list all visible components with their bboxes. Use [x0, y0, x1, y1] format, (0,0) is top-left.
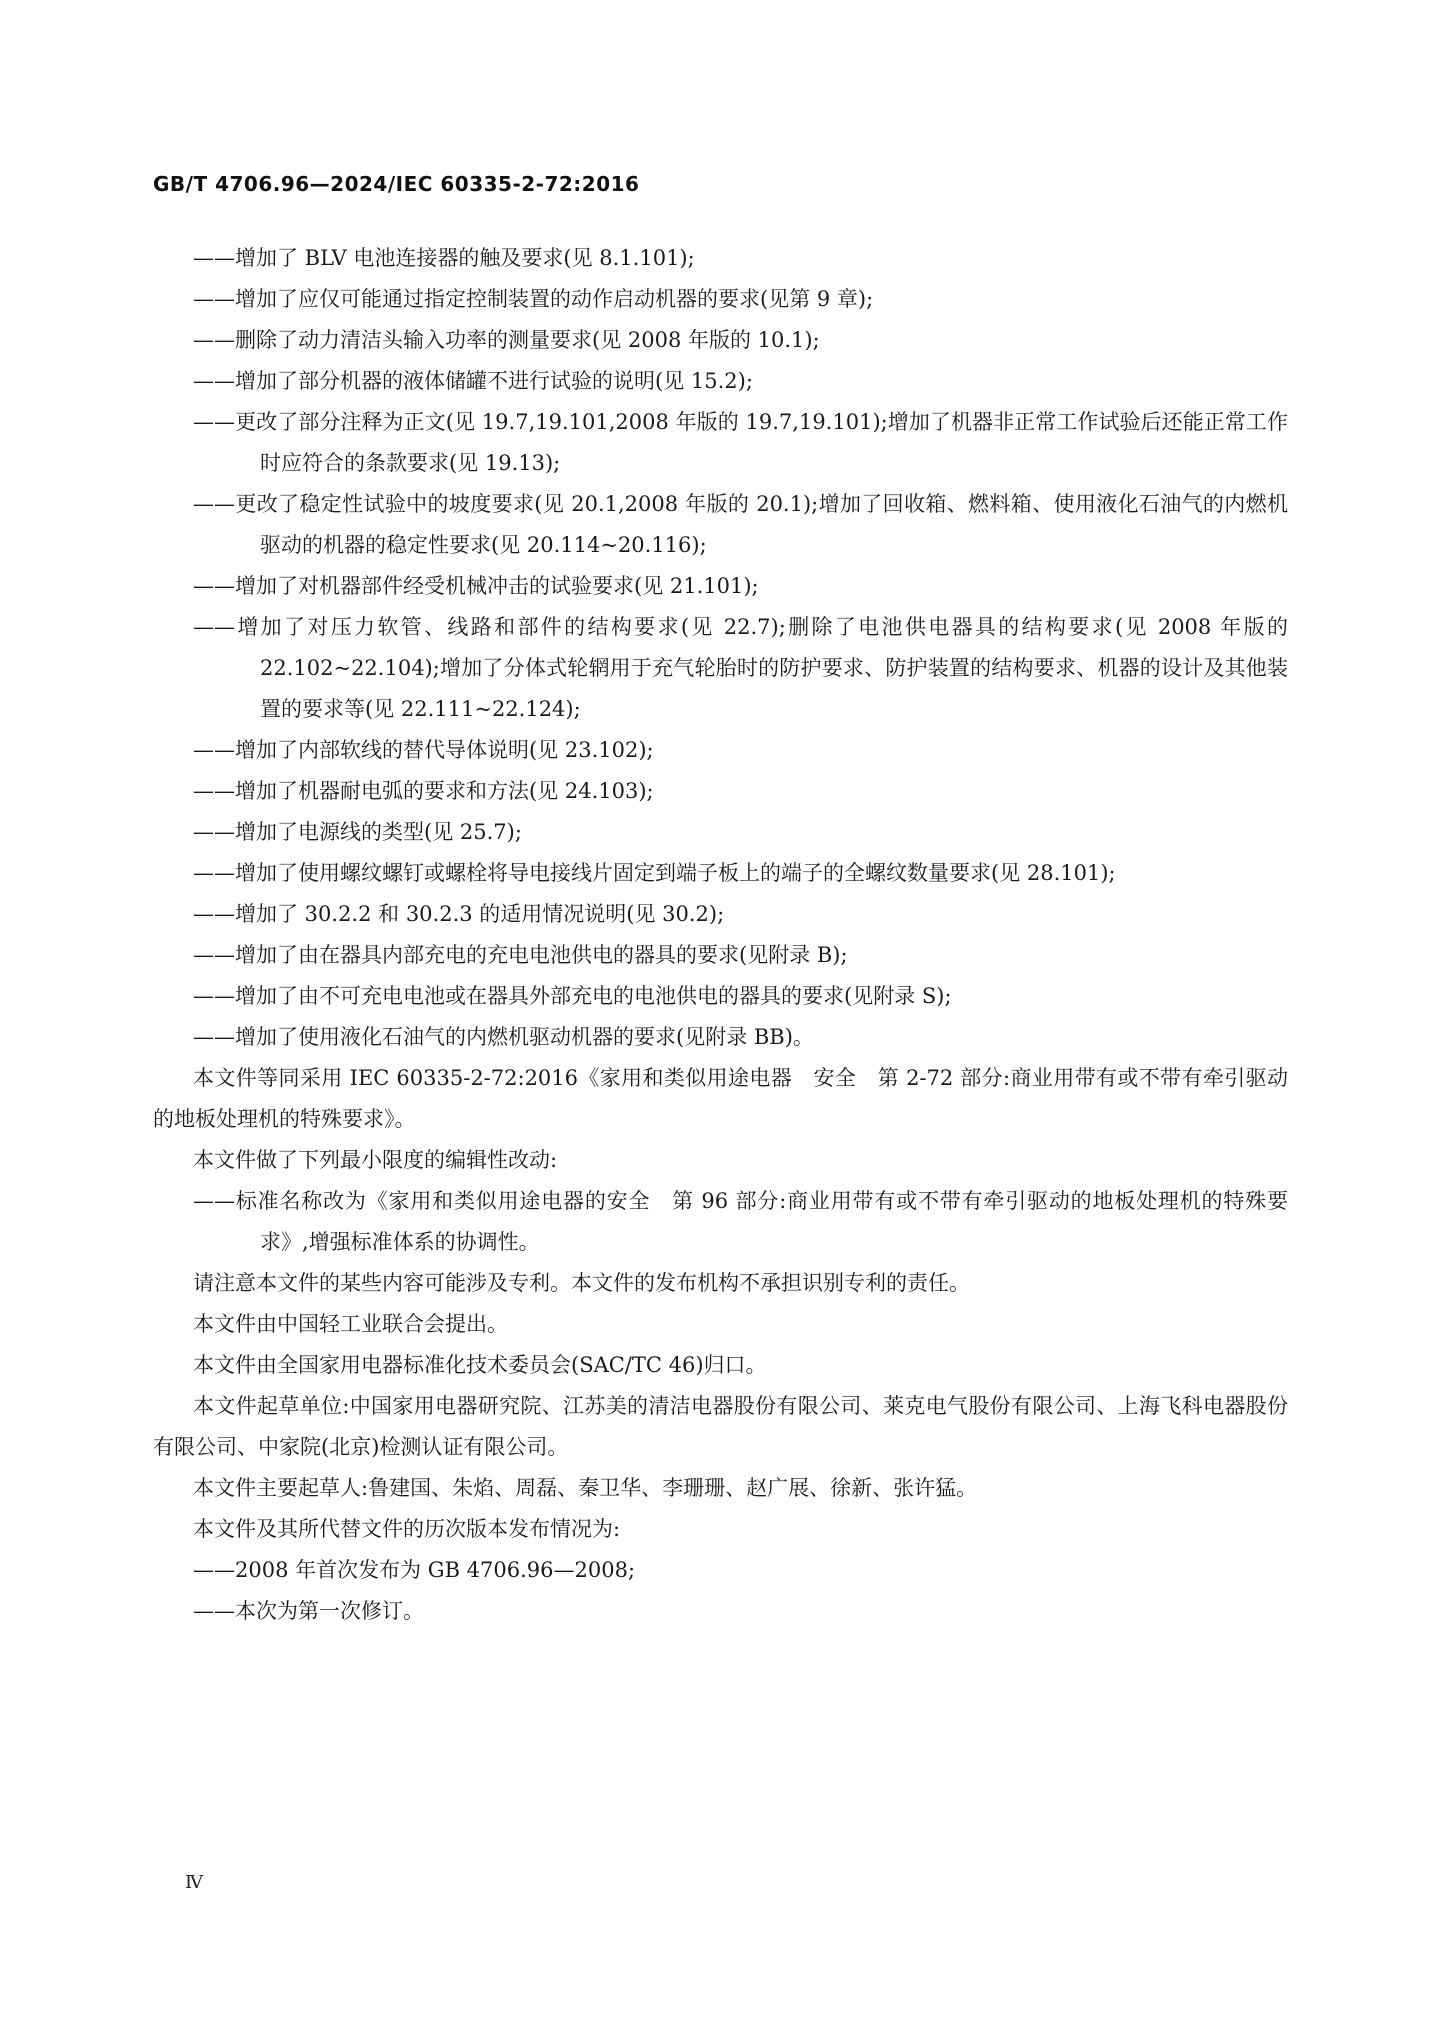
page-number: Ⅳ [185, 1872, 203, 1893]
drafters: 本文件主要起草人:鲁建国、朱焰、周磊、秦卫华、李珊珊、赵广展、徐新、张许猛。 [193, 1476, 978, 1500]
change-item: ——增加了对机器部件经受机械冲击的试验要求(见 21.101); [193, 574, 759, 598]
change-item: ——增加了部分机器的液体储罐不进行试验的说明(见 15.2); [193, 369, 753, 393]
history-item: ——本次为第一次修订。 [193, 1599, 424, 1623]
editorial-intro: 本文件做了下列最小限度的编辑性改动: [193, 1148, 558, 1172]
history-item: ——2008 年首次发布为 GB 4706.96—2008; [193, 1558, 636, 1582]
change-item: ——增加了使用螺纹螺钉或螺栓将导电接线片固定到端子板上的端子的全螺纹数量要求(见 28.101); [193, 861, 1116, 885]
change-item: ——增加了内部软线的替代导体说明(见 23.102); [193, 738, 654, 762]
proposer-statement: 本文件由中国轻工业联合会提出。 [193, 1312, 508, 1336]
change-item: ——增加了应仅可能通过指定控制装置的动作启动机器的要求(见第 9 章); [193, 287, 874, 311]
change-item: ——增加了机器耐电弧的要求和方法(见 24.103); [193, 779, 654, 803]
change-item: ——增加了电源线的类型(见 25.7); [193, 820, 522, 844]
centralized-statement: 本文件由全国家用电器标准化技术委员会(SAC/TC 46)归口。 [193, 1353, 767, 1377]
page-header-standard-code: GB/T 4706.96—2024/IEC 60335-2-72:2016 [153, 172, 640, 196]
adoption-statement: 本文件等同采用 IEC 60335-2-72:2016《家用和类似用途电器 安全 第 2-72 部分:商业用带有或不带有牵引驱动的地板处理机的特殊要求》。 [153, 1066, 1288, 1131]
change-item: ——增加了对压力软管、线路和部件的结构要求(见 22.7);删除了电池供电器具的结构要求(见 2008 年版的 22.102~22.104);增加了分体式轮辋用于充气轮胎时的防护要求、防护装置的结构要求、机器的设计及其他装置的要求等(见 22.111~22.124); [193, 615, 1288, 721]
change-item: ——删除了动力清洁头输入功率的测量要求(见 2008 年版的 10.1); [193, 328, 820, 352]
change-item: ——更改了部分注释为正文(见 19.7,19.101,2008 年版的 19.7,19.101);增加了机器非正常工作试验后还能正常工作时应符合的条款要求(见 19.13); [193, 410, 1288, 475]
change-item: ——增加了使用液化石油气的内燃机驱动机器的要求(见附录 BB)。 [193, 1025, 814, 1049]
change-item: ——增加了 30.2.2 和 30.2.3 的适用情况说明(见 30.2); [193, 902, 725, 926]
history-intro: 本文件及其所代替文件的历次版本发布情况为: [193, 1517, 621, 1541]
change-item: ——更改了稳定性试验中的坡度要求(见 20.1,2008 年版的 20.1);增加了回收箱、燃料箱、使用液化石油气的内燃机驱动的机器的稳定性要求(见 20.114~20.116); [193, 492, 1288, 557]
drafting-units: 本文件起草单位:中国家用电器研究院、江苏美的清洁电器股份有限公司、莱克电气股份有限公司、上海飞科电器股份有限公司、中家院(北京)检测认证有限公司。 [153, 1394, 1288, 1459]
change-item: ——增加了 BLV 电池连接器的触及要求(见 8.1.101); [193, 246, 695, 270]
document-body [153, 238, 1288, 1632]
change-item: ——增加了由在器具内部充电的充电电池供电的器具的要求(见附录 B); [193, 943, 848, 967]
editorial-item: ——标准名称改为《家用和类似用途电器的安全 第 96 部分:商业用带有或不带有牵引驱动的地板处理机的特殊要求》,增强标准体系的协调性。 [193, 1189, 1288, 1254]
patent-notice: 请注意本文件的某些内容可能涉及专利。本文件的发布机构不承担识别专利的责任。 [193, 1271, 970, 1295]
change-item: ——增加了由不可充电电池或在器具外部充电的电池供电的器具的要求(见附录 S); [193, 984, 952, 1008]
